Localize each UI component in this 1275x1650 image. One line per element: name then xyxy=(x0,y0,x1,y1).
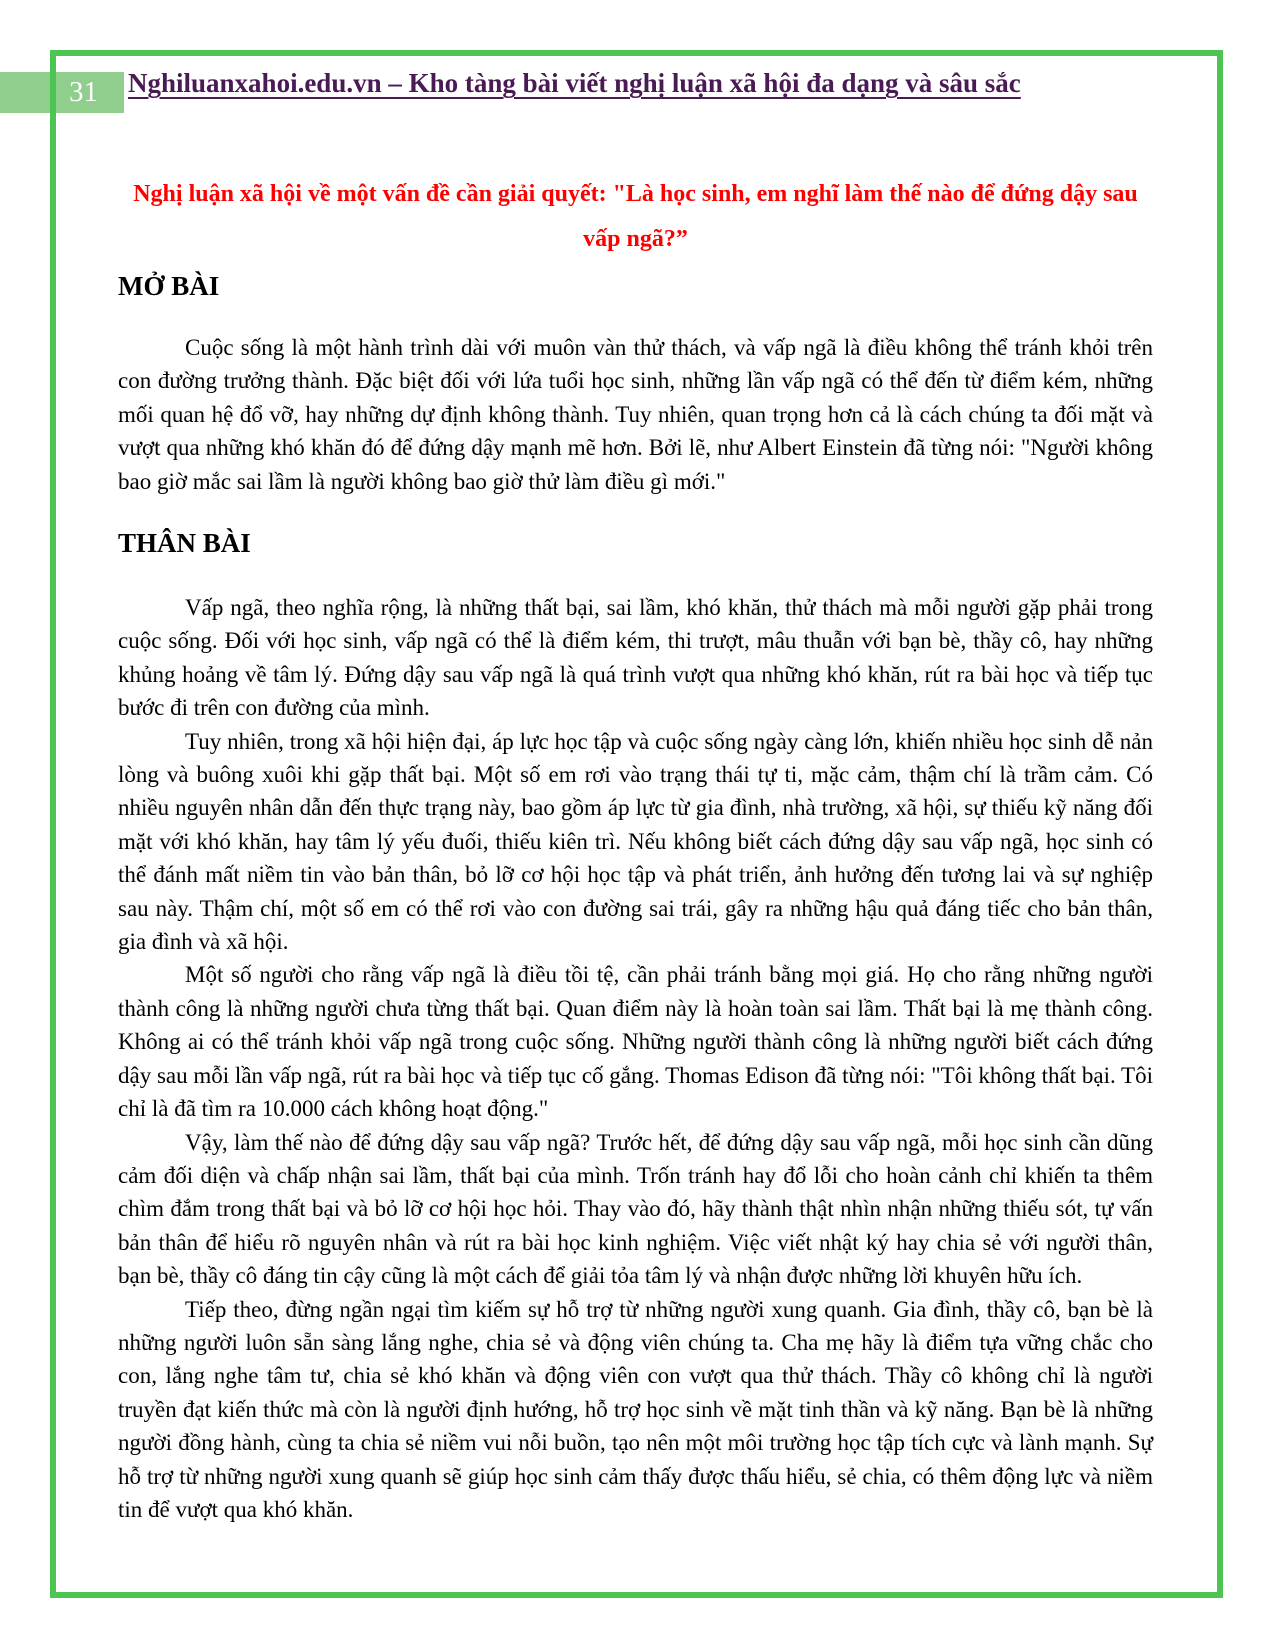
intro-section xyxy=(118,331,1153,498)
body-paragraph-solution-2: Tiếp theo, đừng ngần ngại tìm kiếm sự hỗ trợ từ những người xung quanh. Gia đình, thầy cô, bạn bè là những người luôn sẵn sàng lắng nghe, chia sẻ và động viên chúng ta. Cha mẹ hãy là điểm tựa vững chắc cho con, lắng nghe tâm tư, chia sẻ khó khăn và động viên con vượt qua thử thách. Thầy cô không chỉ là người truyền đạt kiến thức mà còn là người định hướng, hỗ trợ học sinh về mặt tinh thần và kỹ năng. Bạn bè là những người đồng hành, cùng ta chia sẻ niềm vui nỗi buồn, tạo nên một môi trường học tập tích cực và lành mạnh. Sự hỗ trợ từ những người xung quanh sẽ giúp học sinh cảm thấy được thấu hiểu, sẻ chia, có thêm động lực và niềm tin để vượt qua khó khăn. xyxy=(118,1296,1153,1522)
intro-paragraph: Cuộc sống là một hành trình dài với muôn vàn thử thách, và vấp ngã là điều không thể tránh khỏi trên con đường trưởng thành. Đặc biệt đối với lứa tuổi học sinh, những lần vấp ngã có thể đến từ điểm kém, những mối quan hệ đổ vỡ, hay những dự định không thành. Tuy nhiên, quan trọng hơn cả là cách chúng ta đối mặt và vượt qua những khó khăn đó để đứng dậy mạnh mẽ hơn. Bởi lẽ, như Albert Einstein đã từng nói: "Người không bao giờ mắc sai lầm là người không bao giờ thử làm điều gì mới." xyxy=(118,335,1153,494)
body-paragraph-counterargument: Một số người cho rằng vấp ngã là điều tồi tệ, cần phải tránh bằng mọi giá. Họ cho rằng những người thành công là những người chưa từng thất bại. Quan điểm này là hoàn toàn sai lầm. Thất bại là mẹ thành công. Không ai có thể tránh khỏi vấp ngã trong cuộc sống. Những người thành công là những người biết cách đứng dậy sau mỗi lần vấp ngã, rút ra bài học và tiếp tục cố gắng. Thomas Edison đã từng nói: "Tôi không thất bại. Tôi chỉ là đã tìm ra 10.000 cách không hoạt động." xyxy=(118,962,1153,1122)
section-heading-mo-bai: MỞ BÀI xyxy=(118,271,220,301)
body-paragraph-solution-1: Vậy, làm thế nào để đứng dậy sau vấp ngã? Trước hết, để đứng dậy sau vấp ngã, mỗi học sinh cần dũng cảm đối diện và chấp nhận sai lầm, thất bại của mình. Trốn tránh hay đổ lỗi cho hoàn cảnh chỉ khiến ta thêm chìm đắm trong thất bại và bỏ lỡ cơ hội học hỏi. Thay vào đó, hãy thành thật nhìn nhận những thiếu sót, tự vấn bản thân để hiểu rõ nguyên nhân và rút ra bài học kinh nghiệm. Việc viết nhật ký hay chia sẻ với người thân, bạn bè, thầy cô đáng tin cậy cũng là một cách để giải tỏa tâm lý và nhận được những lời khuyên hữu ích. xyxy=(118,1129,1153,1289)
section-heading-than-bai: THÂN BÀI xyxy=(118,528,251,558)
page-number-badge xyxy=(0,72,124,113)
body-section xyxy=(118,591,1153,1526)
page-number: 31 xyxy=(69,76,98,108)
body-paragraph-definition: Vấp ngã, theo nghĩa rộng, là những thất bại, sai lầm, khó khăn, thử thách mà mỗi người gặp phải trong cuộc sống. Đối với học sinh, vấp ngã có thể là điểm kém, thi trượt, mâu thuẫn với bạn bè, thầy cô, hay những khủng hoảng về tâm lý. Đứng dậy sau vấp ngã là quá trình vượt qua những khó khăn, rút ra bài học và tiếp tục bước đi trên con đường của mình. xyxy=(118,595,1153,721)
body-paragraph-reality: Tuy nhiên, trong xã hội hiện đại, áp lực học tập và cuộc sống ngày càng lớn, khiến nhiều học sinh dễ nản lòng và buông xuôi khi gặp thất bại. Một số em rơi vào trạng thái tự ti, mặc cảm, thậm chí là trầm cảm. Có nhiều nguyên nhân dẫn đến thực trạng này, bao gồm áp lực từ gia đình, nhà trường, xã hội, sự thiếu kỹ năng đối mặt với khó khăn, hay tâm lý yếu đuối, thiếu kiên trì. Nếu không biết cách đứng dậy sau vấp ngã, học sinh có thể đánh mất niềm tin vào bản thân, bỏ lỡ cơ hội học tập và phát triển, ảnh hưởng đến tương lai và sự nghiệp sau này. Thậm chí, một số em có thể rơi vào con đường sai trái, gây ra những hậu quả đáng tiếc cho bản thân, gia đình và xã hội. xyxy=(118,728,1153,955)
site-header-title: Nghiluanxahoi.edu.vn – Kho tàng bài viết nghị luận xã hội đa dạng và sâu sắc xyxy=(128,68,1021,98)
essay-title: Nghị luận xã hội về một vấn đề cần giải quyết: "Là học sinh, em nghĩ làm thế nào để đứng dậy sau vấp ngã?” xyxy=(133,181,1138,252)
